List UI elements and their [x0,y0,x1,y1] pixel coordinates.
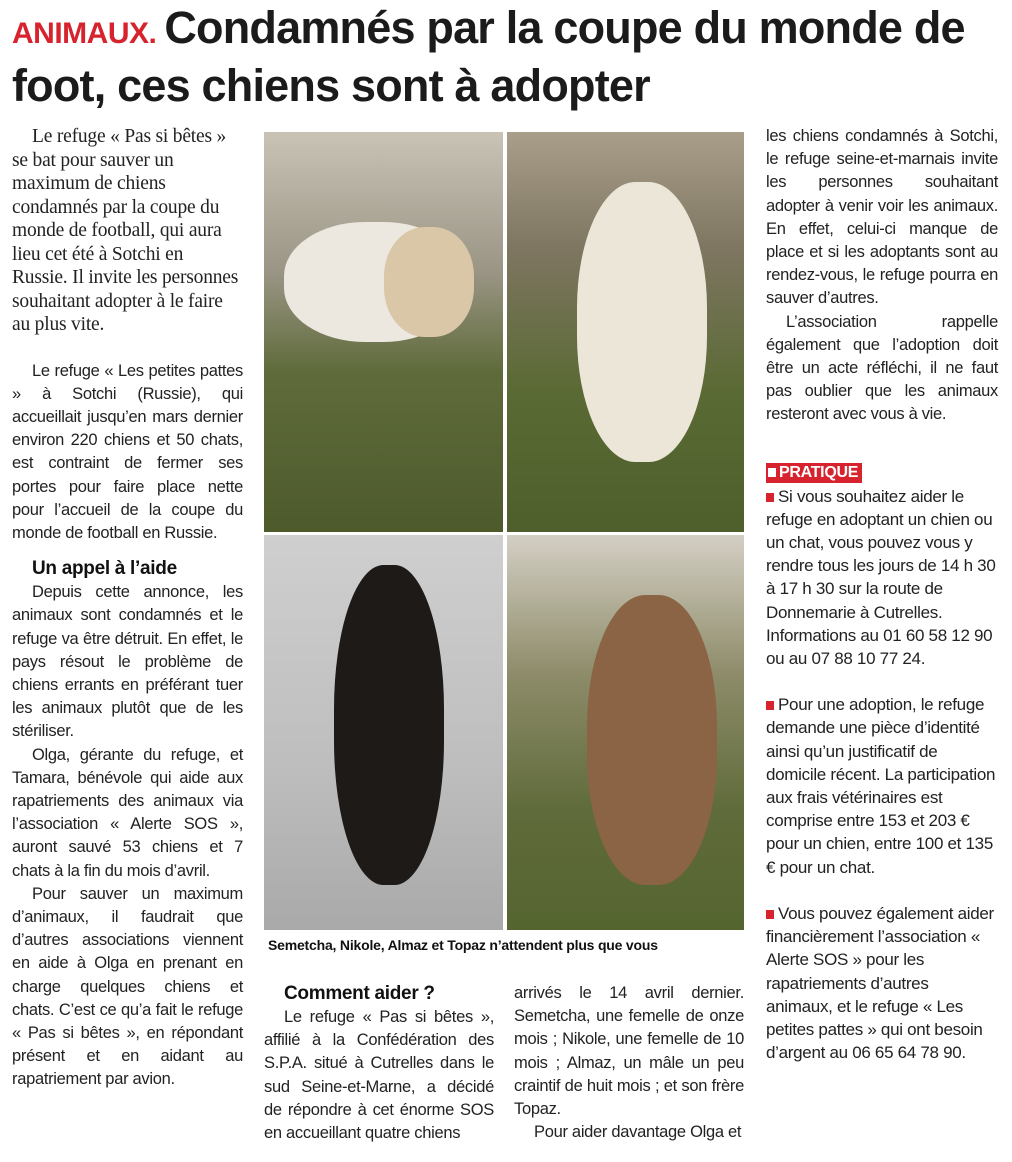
paragraph: les chiens condamnés à Sotchi, le refuge seine-et-marnais invite les personnes souhaitant adopter à venir voir les animaux. En effet, celui-ci manque de place et si les adoptants sont au rendez-vous, le refuge pourra en sauver d’autres. [766,127,998,308]
pratique-box [766,485,998,1065]
column-3 [514,982,744,1144]
paragraph: Olga, gérante du refuge, et Tamara, bénévole qui aide aux rapatriements des animaux via l’association « Alerte SOS », auront sauvé 53 chiens et 7 chats à la fin du mois d’avril. [12,745,243,880]
paragraph: Pour sauver un maximum d’animaux, il faudrait que d’autres associations viennent en aide à Olga en prenant en charge quelques chiens et chats. C’est ce qu’a fait le refuge « Pas si bêtes », en répondant présent et en aidant au rapatriement par avion. [12,884,243,1089]
paragraph: Pour aider davantage Olga et [534,1123,742,1142]
headline [12,2,1007,112]
paragraph: Depuis cette annonce, les animaux sont condamnés et le refuge va être détruit. En effet, le pays résout le problème de chiens errants en préférant tuer les animaux plutôt que de les stériliser. [12,583,243,741]
headline-title: Condamnés par la coupe du monde de foot, ces chiens sont à adopter [12,2,965,111]
pratique-item: Pour une adoption, le refuge demande une pièce d’identité ainsi qu’un justificatif de domicile récent. La participation aux frais vétérinaires est comprise entre 153 et 203 € pour un chien, entre 100 et 135 € pour un chat. [766,693,998,879]
kicker: ANIMAUX. [12,17,157,50]
column-1 [12,125,243,1092]
pratique-badge: PRATIQUE [766,463,862,483]
subheading: Un appel à l’aide [32,558,177,580]
column-2 [264,982,494,1145]
pratique-item: Vous pouvez également aider financièrement l’association « Alerte SOS » pour les rapatriements d’autres animaux, et le refuge « Les petites pattes » qui ont besoin d’argent au 06 65 64 78 90. [766,902,998,1064]
pratique-item: Si vous souhaitez aider le refuge en adoptant un chien ou un chat, vous pouvez vous y rendre tous les jours de 14 h 30 à 17 h 30 sur la route de Donnemarie à Cutrelles. Informations au 01 60 58 12 90 ou au 07 88 10 77 24. [766,485,998,671]
paragraph: Le refuge « Les petites pattes » à Sotchi (Russie), qui accueillait jusqu’en mars dernier environ 220 chiens et 50 chats, est contraint de fermer ses portes pour faire place nette pour l’accueil de la coupe du monde de football en Russie. [12,361,243,542]
photo-caption: Semetcha, Nikole, Almaz et Topaz n’attendent plus que vous [268,937,658,953]
photo-nikole [507,132,744,532]
photo-almaz [264,535,503,930]
subheading: Comment aider ? [284,983,435,1004]
paragraph: Le refuge « Pas si bêtes », affilié à la Confédération des S.P.A. situé à Cutrelles dans le sud Seine-et-Marne, a décidé de répondre à cet énorme SOS en accueillant quatre chiens [264,1008,494,1143]
paragraph: arrivés le 14 avril dernier. Semetcha, une femelle de onze mois ; Nikole, une femelle de 10 mois ; Almaz, un mâle un peu craintif de huit mois ; et son frère Topaz. [514,984,744,1119]
paragraph: L’association rappelle également que l’adoption doit être un acte réfléchi, il ne faut pas oublier que les animaux resteront avec vous à vie. [766,312,998,424]
photo-semetcha [264,132,503,532]
column-4 [766,125,998,1087]
lead-paragraph: Le refuge « Pas si bêtes » se bat pour sauver un maximum de chiens condamnés par la coupe du monde de football, qui aura lieu cet été à Sotchi en Russie. Il invite les personnes souhaitant adopter à le faire au plus vite. [12,126,239,335]
photo-topaz [507,535,744,930]
